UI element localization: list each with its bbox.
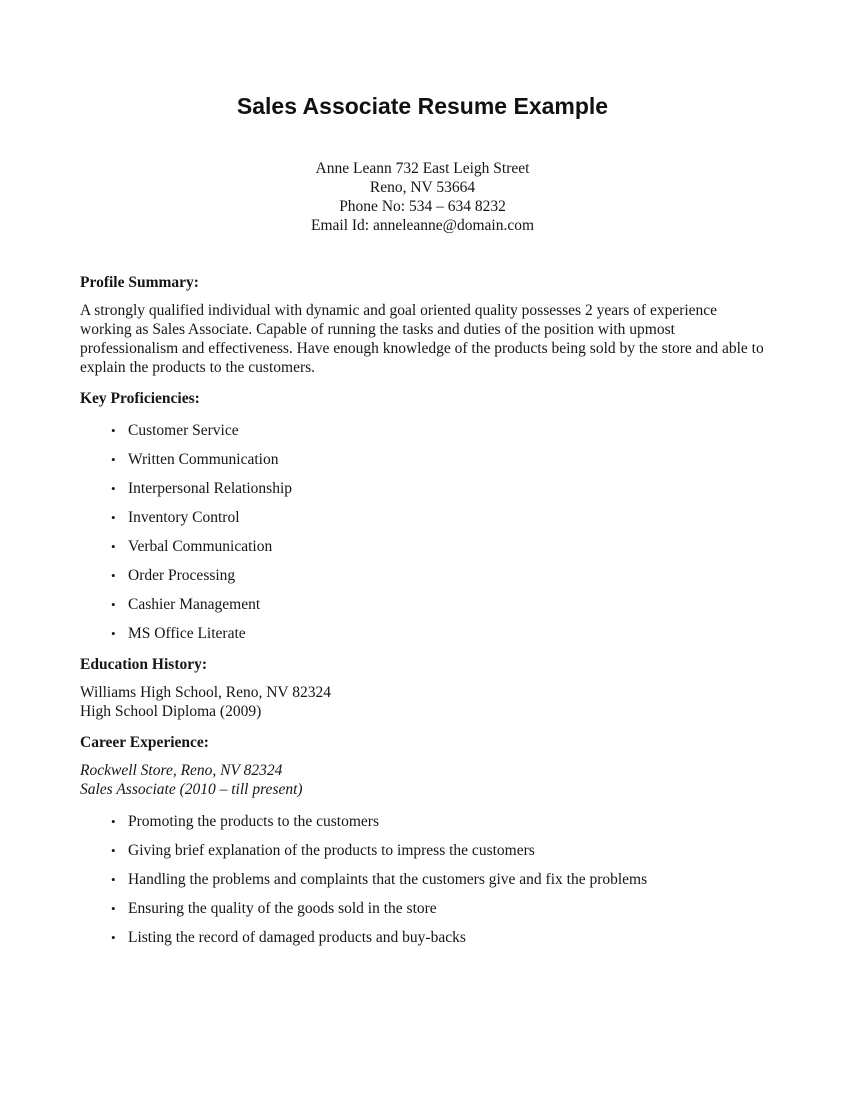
list-item: • Giving brief explanation of the products to impress the customers [80, 841, 765, 860]
list-item: • Cashier Management [80, 595, 765, 614]
contact-city-state-zip: Reno, NV 53664 [369, 179, 476, 196]
career-role: Sales Associate (2010 – till present) [80, 781, 303, 798]
page-title: Sales Associate Resume Example [236, 93, 609, 119]
key-proficiencies-heading: Key Proficiencies: [80, 390, 200, 407]
list-item: • Customer Service [80, 421, 765, 440]
education-diploma: High School Diploma (2009) [80, 703, 262, 720]
contact-block [80, 159, 765, 235]
list-item: • Verbal Communication [80, 537, 765, 556]
education-history-section [80, 655, 765, 721]
career-duties-list [80, 812, 765, 947]
list-item: • Inventory Control [80, 508, 765, 527]
list-item: • Interpersonal Relationship [80, 479, 765, 498]
key-proficiencies-list [80, 421, 765, 643]
list-item: • Ensuring the quality of the goods sold in the store [80, 899, 765, 918]
key-proficiencies-section [80, 389, 765, 643]
list-item: • Order Processing [80, 566, 765, 585]
profile-summary-section [80, 273, 765, 377]
career-experience-heading: Career Experience: [80, 734, 209, 751]
contact-email: Email Id: anneleanne@domain.com [310, 217, 535, 234]
contact-phone: Phone No: 534 – 634 8232 [339, 198, 506, 215]
education-school: Williams High School, Reno, NV 82324 [80, 684, 331, 701]
contact-name-address: Anne Leann 732 East Leigh Street [315, 160, 530, 177]
list-item: • MS Office Literate [80, 624, 765, 643]
education-history-heading: Education History: [80, 656, 208, 673]
list-item: • Written Communication [80, 450, 765, 469]
career-employer: Rockwell Store, Reno, NV 82324 [80, 762, 283, 779]
profile-summary-text: A strongly qualified individual with dynamic and goal oriented quality possesses 2 years of experience working as Sales Associate. Capable of running the tasks and duties of the position with upmost professionalism and effectiveness. Have enough knowledge of the products being sold by the store and able to explain the products to the customers. [80, 302, 764, 376]
list-item: • Promoting the products to the customers [80, 812, 765, 831]
career-experience-section [80, 733, 765, 947]
profile-summary-heading: Profile Summary: [80, 274, 199, 291]
list-item: • Listing the record of damaged products and buy-backs [80, 928, 765, 947]
list-item: • Handling the problems and complaints that the customers give and fix the problems [80, 870, 765, 889]
